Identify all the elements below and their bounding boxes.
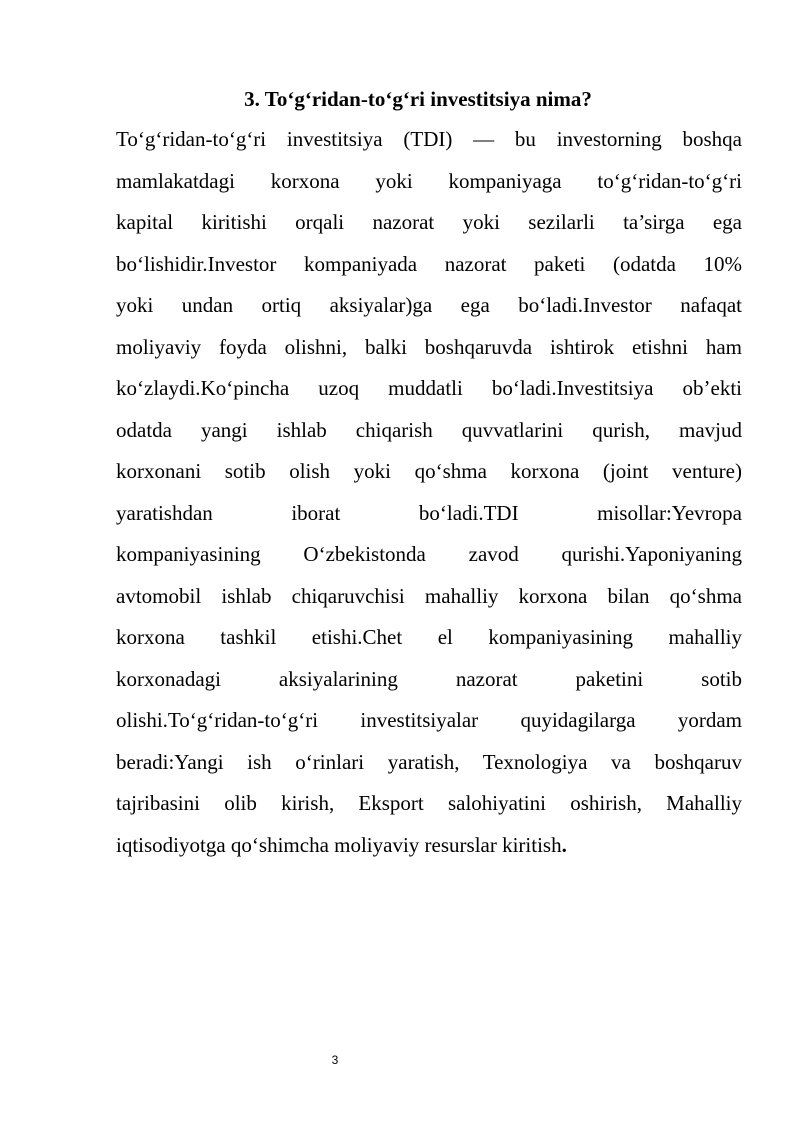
paragraph-line: korxona tashkil etishi.Chet el kompaniyasining mahalliy	[116, 625, 742, 649]
paragraph-line: olishi.To‘g‘ridan-to‘g‘ri investitsiyalar quyidagilarga yordam	[116, 708, 742, 732]
paragraph-line: odatda yangi ishlab chiqarish quvvatlarini qurish, mavjud	[116, 417, 742, 442]
paragraph-line: ko‘zlaydi.Ko‘pincha uzoq muddatli bo‘ladi.Investitsiya ob’ekti	[116, 376, 742, 400]
paragraph-line: tajribasini olib kirish, Eksport salohiyatini oshirish, Mahalliy	[116, 791, 742, 815]
paragraph-last-line-text: iqtisodiyotga qo‘shimcha moliyaviy resurslar kiritish	[116, 832, 562, 857]
section-heading: 3. To‘g‘ridan-to‘g‘ri investitsiya nima?	[244, 87, 592, 111]
paragraph-line: yaratishdan iborat bo‘ladi.TDI misollar:Yevropa	[116, 500, 742, 525]
paragraph-line: kompaniyasining O‘zbekistonda zavod qurishi.Yaponiyaning	[116, 542, 742, 566]
paragraph-line: kapital kiritishi orqali nazorat yoki sezilarli ta’sirga ega	[116, 210, 742, 234]
paragraph-last-line	[116, 825, 742, 867]
paragraph-line: moliyaviy foyda olishni, balki boshqaruvda ishtirok etishni ham	[116, 334, 742, 359]
paragraph-line: avtomobil ishlab chiqaruvchisi mahalliy korxona bilan qo‘shma	[116, 583, 742, 608]
paragraph-line: To‘g‘ridan-to‘g‘ri investitsiya (TDI) — bu investorning boshqa	[116, 127, 742, 151]
paragraph-line: bo‘lishidir.Investor kompaniyada nazorat paketi (odatda 10%	[116, 251, 742, 276]
body-paragraph	[116, 119, 742, 866]
paragraph-line: beradi:Yangi ish o‘rinlari yaratish, Texnologiya va boshqaruv	[116, 749, 742, 774]
page-number: 3	[331, 1053, 339, 1067]
final-period: .	[561, 832, 567, 857]
paragraph-line: mamlakatdagi korxona yoki kompaniyaga to‘g‘ridan-to‘g‘ri	[116, 168, 742, 193]
paragraph-line: korxonadagi aksiyalarining nazorat paketini sotib	[116, 666, 742, 691]
paragraph-line: yoki undan ortiq aksiyalar)ga ega bo‘ladi.Investor nafaqat	[116, 293, 742, 317]
paragraph-line: korxonani sotib olish yoki qo‘shma korxona (joint venture)	[116, 459, 742, 483]
